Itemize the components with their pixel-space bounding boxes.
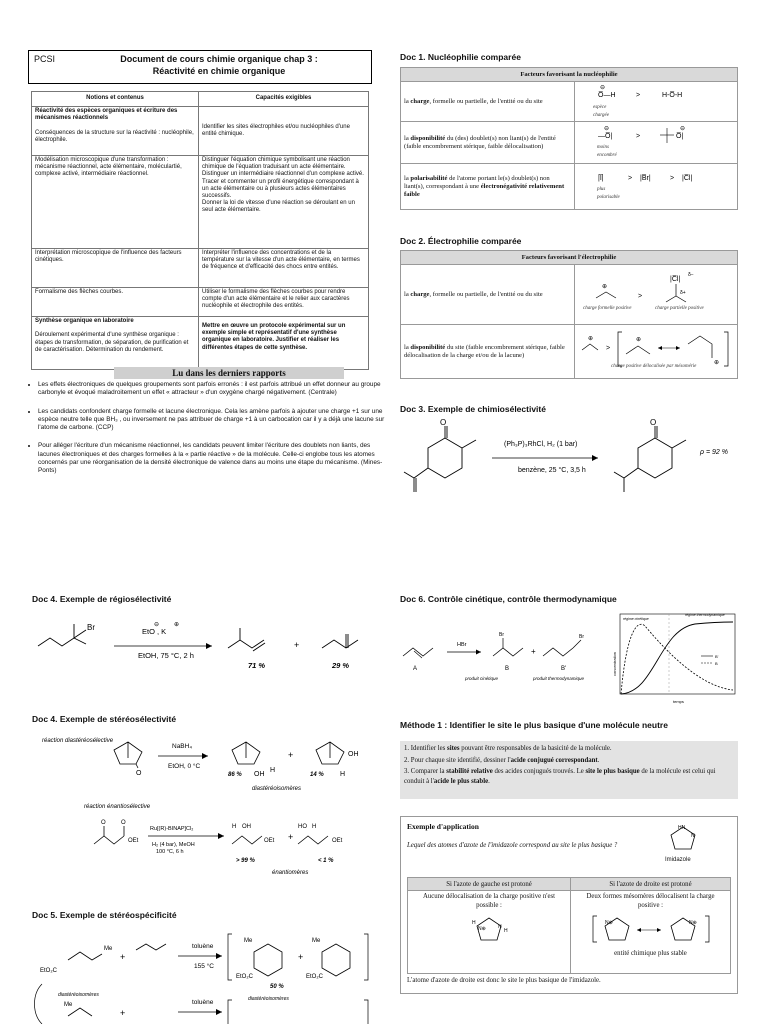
doc4-yield1: 71 %	[248, 661, 266, 670]
svg-text:+: +	[288, 750, 294, 760]
svg-text:O: O	[136, 770, 142, 777]
svg-text:>: >	[670, 175, 675, 182]
svg-text:>: >	[638, 293, 643, 300]
doc1-row2-text: la disponibilité du (des) doublet(s) non liant(s) de l'entité (faible encombrement stérique, faible délocalisation)	[401, 122, 575, 164]
program-row1-notion: Réactivité des espèces organiques et écriture des mécanismes réactionnels Conséquences de la structure sur la réactivité : nucléophile, électrophile.	[32, 107, 199, 156]
doc1-row3-figure	[575, 164, 738, 210]
doc4b-diast: diastéréoisomères	[252, 786, 302, 792]
methode-box	[400, 741, 738, 799]
svg-text:HN: HN	[678, 825, 686, 831]
doc4b-y3: > 99 %	[236, 858, 255, 864]
doc4b-reagent2: Ru[(R)-BINAP]Cl₂	[150, 826, 194, 832]
svg-text:⊕: ⊕	[602, 284, 608, 290]
doc5-title: Doc 5. Exemple de stéréospécificité	[32, 910, 177, 920]
svg-text:>: >	[636, 133, 641, 140]
imidazolium-resonance	[591, 910, 711, 946]
svg-text:+: +	[288, 832, 294, 842]
svg-text:OH: OH	[254, 771, 265, 778]
exemple-title: Exemple d'application	[407, 822, 479, 831]
svg-text:⊖: ⊖	[604, 126, 610, 132]
svg-text:|C̅l|: |C̅l|	[670, 276, 681, 283]
doc5-diast: diastéréoisomères	[248, 996, 289, 1002]
doc6-reagent: HBr	[457, 642, 467, 648]
program-row1-cap: Identifier les sites électrophiles et/ou nucléophiles d'une entité chimique.	[202, 123, 350, 137]
svg-text:|B̅r|: |B̅r|	[640, 175, 651, 182]
exemple-cell1-text: Aucune délocalisation de la charge positive n'est possible :	[422, 893, 556, 909]
svg-text:H: H	[472, 920, 476, 926]
doc4-yield2: 29 %	[332, 661, 350, 670]
svg-text:+: +	[298, 952, 304, 962]
svg-text:⊖: ⊖	[154, 622, 160, 628]
svg-text:H: H	[270, 767, 276, 774]
doc4b-cond2b: 100 °C, 6 h	[156, 849, 184, 855]
svg-text:⊕: ⊕	[714, 360, 720, 366]
doc5-reagent: toluène	[192, 999, 214, 1006]
doc4b-y4: < 1 %	[318, 858, 334, 864]
svg-text:EtO₂C: EtO₂C	[306, 974, 323, 980]
doc6-region1: régime cinétique	[623, 617, 649, 621]
svg-text:OEt: OEt	[332, 838, 343, 844]
svg-text:⊖: ⊖	[680, 126, 686, 132]
svg-text:δ+: δ+	[680, 290, 686, 296]
doc6-xlabel: temps	[673, 699, 684, 704]
program-row2-notion: Modélisation microscopique d'une transformation : mécanisme réactionnel, acte élémentaire, moléculartié, complexe activé, intermédiaire réactionnel.	[32, 156, 199, 249]
doc6-labA: A	[413, 666, 418, 672]
doc4-reagent: EtO , K	[142, 627, 167, 636]
svg-text:H: H	[340, 771, 346, 778]
svg-text:N⊕: N⊕	[478, 926, 486, 932]
svg-text:⊖: ⊖	[600, 85, 606, 91]
imidazole-label: Imidazole	[665, 857, 691, 863]
doc4b-enant: énantiomères	[272, 870, 309, 876]
doc3-title: Doc 3. Exemple de chimiosélectivité	[400, 404, 546, 414]
svg-text:+: +	[120, 1008, 126, 1018]
svg-text:Me: Me	[104, 946, 113, 952]
program-col1: Notions et contenus	[32, 92, 199, 107]
doc4b-cond1: EtOH, 0 °C	[168, 763, 201, 770]
program-row4-cap: Utiliser le formalisme des flèches courbes pour rendre compte d'un acte élémentaire et le relier aux caractères nucléophile et électrophile des entités.	[202, 289, 350, 310]
methode-step: 2. Pour chaque site identifié, dessiner l'acide conjugué correspondant.	[404, 757, 600, 764]
doc2-row1-caption2: charge partielle positive	[655, 306, 704, 311]
doc1-title: Doc 1. Nucléophilie comparée	[400, 52, 521, 62]
doc1-row1-text: la charge, formelle ou partielle, de l'entité ou du site	[401, 82, 575, 122]
svg-text:⊕: ⊕	[636, 337, 642, 343]
doc6-labB: B	[505, 666, 510, 672]
svg-text:EtO₂C: EtO₂C	[236, 974, 253, 980]
svg-text:Me: Me	[312, 938, 321, 944]
imidazolium-left	[464, 910, 514, 946]
svg-text:H: H	[504, 928, 508, 934]
doc4-conditions: EtOH, 75 °C, 2 h	[138, 651, 194, 660]
doc2-title: Doc 2. Électrophilie comparée	[400, 236, 522, 246]
program-col2: Capacités exigibles	[255, 95, 312, 102]
svg-text:|C̅l|: |C̅l|	[682, 175, 693, 182]
doc4b-y1: 86 %	[228, 772, 242, 778]
program-row5-cap: Mettre en œuvre un protocole expérimental sur un exemple simple et représentatif d'une synthèse organique en laboratoire. Justifier et réaliser les différentes étapes de cette synthèse.	[202, 323, 346, 351]
doc5-reactions	[32, 924, 372, 1024]
doc1-row3-caption: plus polarisable	[597, 187, 620, 200]
doc1-header: Facteurs favorisant la nucléophilie	[401, 68, 738, 82]
svg-text:δ−: δ−	[688, 272, 694, 278]
svg-text:OEt: OEt	[264, 838, 275, 844]
doc6-labB2: B'	[561, 666, 567, 672]
program-row3-cap: Interpréter l'influence des concentrations et de la température sur la vitesse d'un acte élémentaire, en termes de fréquence et d'efficacité des chocs entre entités.	[202, 250, 360, 271]
doc1-row2-caption: moins encombré	[597, 145, 617, 158]
svg-text:Me: Me	[64, 1002, 73, 1008]
program-row5-notion: Synthèse organique en laboratoire Déroulement expérimental d'une synthèse organique : étapes de transformation, de séparation, de purification et de caractérisation. Détermination du rendement.	[32, 317, 199, 370]
doc3-reagent: (Ph₃P)₃RhCl, H₂ (1 bar)	[504, 441, 578, 448]
svg-text:+: +	[531, 647, 536, 656]
doc1-table	[400, 67, 738, 210]
svg-text:H: H	[232, 824, 237, 830]
doc2-row2-figure	[575, 325, 738, 379]
doc6-figure	[395, 606, 740, 706]
rapport-item: • Pour alléger l'écriture d'un mécanisme réactionnel, les candidats peuvent limiter l'écriture des doublets non liants, des lacunes électroniques et des charges formelles à la « partie réactive » de la molécule. Celle-ci englobe tous les atomes concernés par une réorganisation de la densité électronique de valence dans au moins une étape du mécanisme. (Mines-Ponts)	[38, 442, 388, 475]
doc5-yield: 50 %	[270, 984, 284, 990]
exemple-box	[400, 816, 738, 994]
svg-text:Me: Me	[244, 938, 253, 944]
doc3-yield: ρ = 92 %	[700, 449, 728, 456]
imidazole-structure	[663, 821, 703, 853]
svg-text:HO: HO	[298, 824, 307, 830]
svg-text:Br: Br	[579, 634, 584, 640]
doc6-region2: régime thermodynamique	[685, 613, 725, 617]
program-row4-notion: Formalisme des flèches courbes.	[32, 288, 199, 317]
svg-text:O̅|: O̅|	[676, 133, 684, 140]
svg-text:—O̅|: —O̅|	[598, 133, 613, 140]
exemple-col2: Si l'azote de droite est protoné	[609, 880, 692, 888]
rapport-item: • Les effets électroniques de quelques groupements sont parfois erronés : il est parfois attribué un effet donneur au groupe carbonyle et évoqué maladroitement un effet « attracteur » d'un oxygène chargé négativement. (Centrale)	[38, 381, 388, 398]
doc4b-label1: réaction diastéréosélective	[42, 738, 114, 744]
svg-text:O: O	[121, 820, 126, 826]
doc3-conditions: benzène, 25 °C, 3,5 h	[518, 467, 586, 474]
svg-text:>: >	[628, 175, 633, 182]
svg-text:+: +	[294, 640, 300, 650]
svg-text:⊕: ⊕	[588, 336, 594, 342]
svg-text:N⊕: N⊕	[604, 920, 613, 926]
doc6-capB: produit cinétique	[465, 676, 499, 681]
svg-text:N: N	[691, 833, 695, 839]
doc4b-y2: 14 %	[310, 772, 324, 778]
svg-text:Br: Br	[499, 632, 504, 638]
exemple-cell2	[571, 891, 731, 974]
doc5-cond: 155 °C	[194, 963, 214, 970]
methode-step: 1. Identifier les sites pouvant être responsables de la basicité de la molécule.	[404, 745, 612, 752]
doc4-reaction	[32, 610, 372, 680]
svg-text:OH: OH	[242, 824, 251, 830]
doc4-title: Doc 4. Exemple de régiosélectivité	[32, 594, 172, 604]
rapport-item: • Les candidats confondent charge formelle et lacune électronique. Cela les amène parfois à ajouter une charge +1 sur une espèce neutre telle que BH₃ , ou inversement ne pas attribuer de charge +1 à un carbocation car il y a déjà une lacune sur l'atome de carbone. (CCP)	[38, 408, 388, 433]
doc4b-title: Doc 4. Exemple de stéréosélectivité	[32, 714, 177, 724]
methode-title: Méthode 1 : Identifier le site le plus basique d'une molécule neutre	[400, 720, 668, 730]
svg-text:+: +	[120, 952, 126, 962]
exemple-col1: Si l'azote de gauche est protoné	[408, 878, 571, 891]
svg-text:O: O	[650, 418, 657, 427]
exemple-cell2-caption: entité chimique plus stable	[614, 950, 687, 957]
header-level: PCSI	[34, 54, 56, 64]
program-table	[31, 91, 369, 370]
doc2-row1-text: la charge, formelle ou partielle, de l'entité ou du site	[401, 265, 575, 325]
svg-text:O̅—H: O̅—H	[598, 92, 616, 99]
exemple-conclusion: L'atome d'azote de droite est donc le site le plus basique de l'imidazole.	[407, 977, 601, 984]
doc1-row2-figure	[575, 122, 738, 164]
doc2-header: Facteurs favorisant l'électrophilie	[401, 251, 738, 265]
svg-text:N: N	[498, 924, 502, 930]
doc5-diast: diastéréoisomères	[58, 992, 99, 998]
doc1-row3-text: la polarisabilité de l'atome portant le(s) doublet(s) non liant(s), correspondant à une électronégativité relativement faible	[401, 164, 575, 210]
doc6-title: Doc 6. Contrôle cinétique, contrôle thermodynamique	[400, 594, 617, 604]
header-subtitle: Réactivité en chimie organique	[152, 66, 286, 76]
doc2-row2-text: la disponibilité du site (faible encombrement stérique, faible délocalisation de la charge et/ou de la lacune)	[401, 325, 575, 379]
doc4b-reactions	[32, 728, 372, 878]
doc2-row1-caption1: charge formelle positive	[583, 306, 632, 311]
exemple-question: Lequel des atomes d'azote de l'imidazole correspond au site le plus basique ?	[407, 842, 618, 849]
doc6-ylabel: concentration	[612, 651, 617, 676]
exemple-cell2-text: Deux formes mésomères délocalisent la charge positive :	[586, 893, 715, 909]
svg-text:N⊕: N⊕	[688, 920, 697, 926]
doc5-reagent: toluène	[192, 943, 214, 950]
rapports-title: Lu dans les derniers rapports	[114, 367, 344, 379]
doc2-table	[400, 250, 738, 379]
svg-text:OEt: OEt	[128, 838, 139, 844]
doc2-row1-figure	[575, 265, 738, 325]
svg-text:O: O	[101, 820, 106, 826]
svg-text:⊕: ⊕	[174, 622, 180, 628]
doc6-capB2: produit thermodynamique	[533, 676, 585, 681]
svg-text:OH: OH	[348, 751, 359, 758]
svg-text:O: O	[440, 418, 447, 427]
svg-text:|I̅|: |I̅|	[598, 175, 604, 182]
doc2-row2-caption: charge positive délocalisée par mésomérie	[611, 364, 697, 369]
doc6-leg1: B'	[715, 654, 719, 659]
svg-text:>: >	[636, 92, 641, 99]
program-row2-cap: Distinguer l'équation chimique symbolisant une réaction chimique de l'équation traduisant un acte élémentaire. Distinguer un intermédiaire réactionnel d'un complexe activé. Tracer et commenter un profil énergétique correspondant à un acte élémentaire ou à plusieurs actes élémentaires successifs. Donner la loi de vitesse d'une réaction se déroulant en un seul acte élémentaire.	[202, 157, 364, 214]
doc1-row1-caption: espèce chargée	[593, 105, 609, 118]
methode-step: 3. Comparer la stabilité relative des acides conjugués trouvés. Le site le plus basique de la molécule est celui qui conduit à l'acide le plus stable.	[404, 768, 716, 785]
header-title: Document de cours chimie organique chap 3 :	[120, 54, 318, 64]
rapports-list	[20, 381, 388, 480]
doc4b-reagent1: NaBH₄	[172, 743, 192, 750]
doc4b-cond2a: H₂ (4 bar), MeOH	[152, 842, 195, 848]
doc6-leg2: B	[715, 661, 718, 666]
svg-text:>: >	[606, 345, 611, 352]
svg-text:H: H	[312, 824, 317, 830]
header-box	[28, 50, 372, 84]
exemple-cell1	[408, 891, 571, 974]
exemple-table	[407, 877, 731, 974]
doc3-reaction	[400, 416, 740, 506]
svg-text:H‑O̅‑H: H‑O̅‑H	[662, 92, 683, 99]
program-row3-notion: Interprétation microscopique de l'influence des facteurs cinétiques.	[32, 249, 199, 288]
doc4b-label2: réaction énantiosélective	[84, 804, 151, 810]
svg-text:EtO₂C: EtO₂C	[40, 968, 57, 974]
doc1-row1-figure	[575, 82, 738, 122]
svg-text:Br: Br	[87, 623, 95, 632]
